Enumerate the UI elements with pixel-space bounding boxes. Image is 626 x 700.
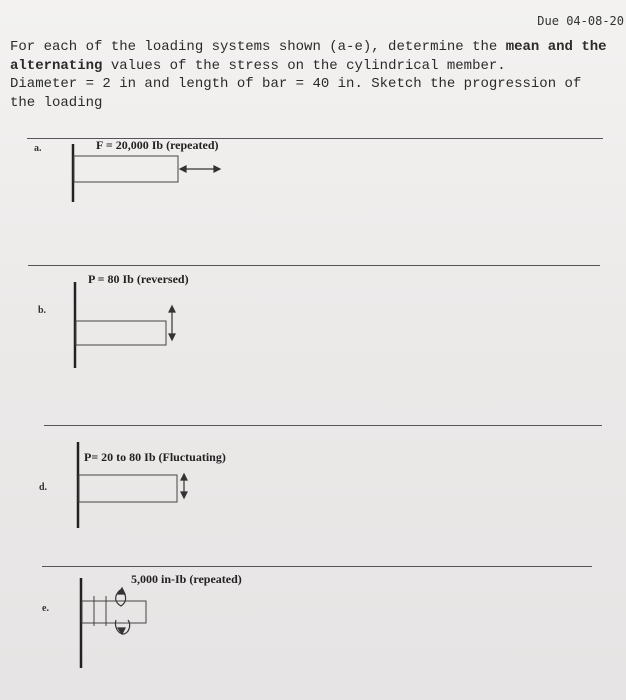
prompt-part1: For each of the loading systems shown (a-e), determine the	[10, 39, 506, 55]
case-b-load: P = 80 Ib (reversed)	[88, 272, 189, 286]
case-b-label: b.	[38, 305, 47, 316]
prompt-mean: mean	[505, 39, 540, 55]
due-date: Due 04-08-20	[537, 14, 624, 28]
case-e-torque-arrow-icon	[115, 588, 129, 634]
case-a-label: a.	[34, 143, 42, 154]
case-d-load: P= 20 to 80 Ib (Fluctuating)	[84, 450, 226, 464]
case-e-bar	[82, 601, 146, 623]
case-e-load: 5,000 in-Ib (repeated)	[131, 572, 242, 586]
case-d-label: d.	[39, 482, 48, 493]
prompt-part2: values of the stress on the cylindrical member.	[110, 57, 506, 74]
prompt-alternating: the alternating	[10, 39, 607, 74]
case-e-label: e.	[42, 603, 49, 614]
prompt-line4: the loading	[10, 94, 103, 111]
prompt-and: and	[547, 39, 573, 55]
case-a-load: F = 20,000 Ib (repeated)	[96, 138, 219, 152]
prompt-line3: Diameter = 2 in and length of bar = 40 in. Sketch the progression of	[10, 76, 582, 92]
